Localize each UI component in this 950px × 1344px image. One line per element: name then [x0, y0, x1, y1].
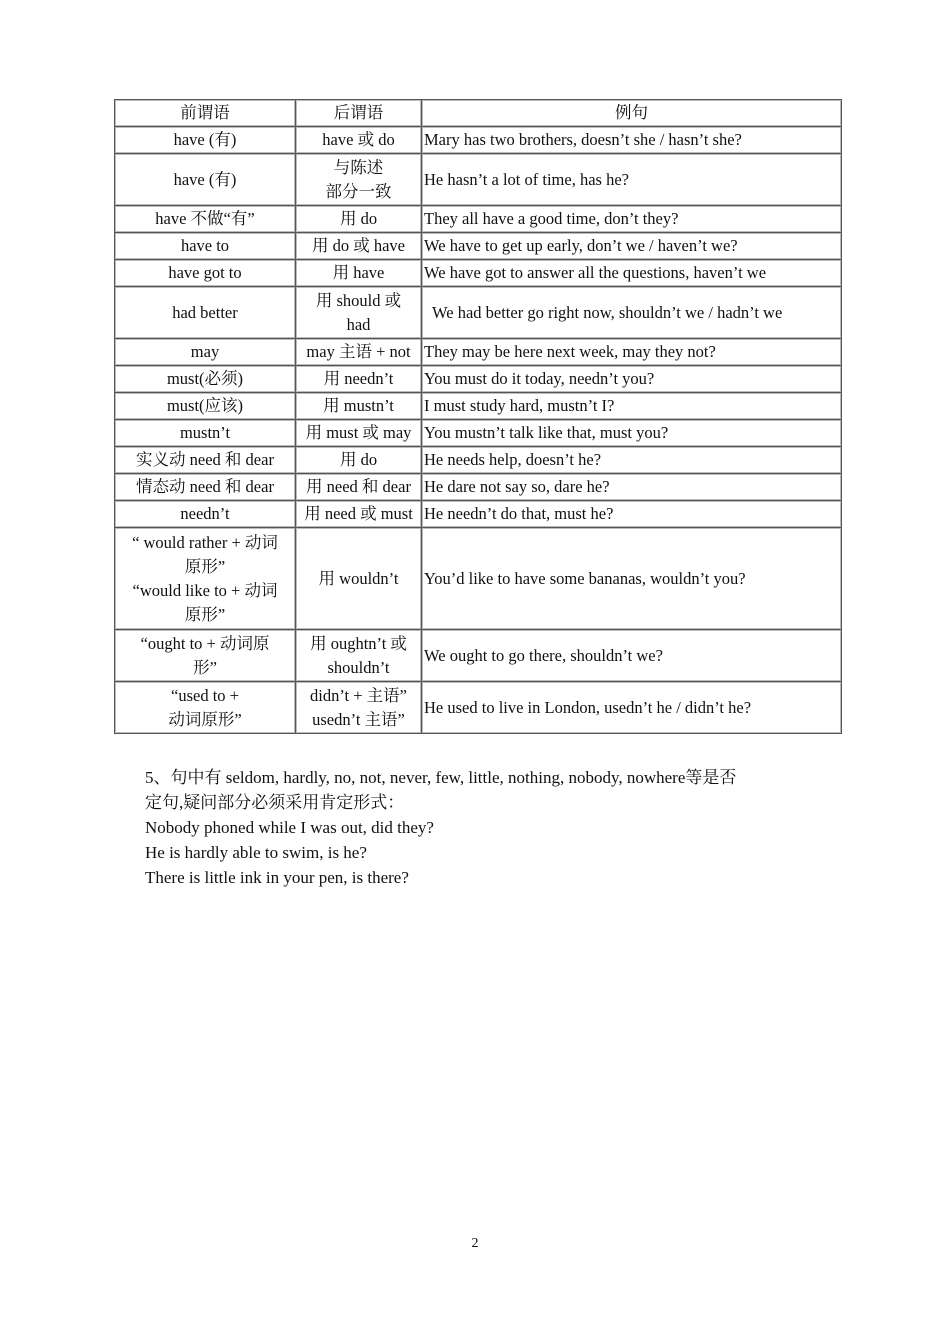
- pre-predicate-cell-line: “used to +: [171, 685, 239, 705]
- pre-predicate-cell-line: 实义动 need 和 dear: [136, 450, 274, 469]
- pre-predicate-cell-line: 原形”: [184, 604, 226, 624]
- table-row: [115, 420, 842, 447]
- pre-predicate-cell: [115, 528, 296, 630]
- example-cell: You mustn’t talk like that, must you?: [422, 420, 842, 447]
- post-predicate-cell-line: had: [346, 314, 371, 334]
- post-predicate-cell: [296, 682, 422, 734]
- grammar-table: [114, 99, 842, 734]
- example-cell: He used to live in London, usedn’t he / didn’t he?: [422, 682, 842, 734]
- pre-predicate-cell: [115, 393, 296, 420]
- example-cell: He needn’t do that, must he?: [422, 501, 842, 528]
- post-predicate-cell-line: usedn’t 主语”: [312, 709, 405, 729]
- note-example: He is hardly able to swim, is he?: [145, 843, 367, 862]
- pre-predicate-cell-line: have to: [180, 236, 230, 255]
- post-predicate-cell-line: 用 should 或: [315, 290, 402, 310]
- post-predicate-cell-line: 与陈述: [333, 157, 384, 177]
- pre-predicate-cell: [115, 287, 296, 339]
- post-predicate-cell-line: 用 do 或 have: [311, 236, 406, 255]
- post-predicate-cell-line: may 主语 + not: [306, 342, 411, 361]
- pre-predicate-cell: [115, 474, 296, 501]
- post-predicate-cell: [296, 287, 422, 339]
- note-example: There is little ink in your pen, is there?: [145, 868, 409, 887]
- example-cell: I must study hard, mustn’t I?: [422, 393, 842, 420]
- post-predicate-cell: [296, 447, 422, 474]
- table-row: [115, 501, 842, 528]
- pre-predicate-cell: [115, 233, 296, 260]
- post-predicate-cell-line: shouldn’t: [327, 657, 390, 677]
- table-row: [115, 127, 842, 154]
- note-line: 5、句中有 seldom, hardly, no, not, never, few, little, nothing, nobody, nowhere等是否: [145, 768, 737, 787]
- post-predicate-cell-line: 用 need 或 must: [304, 504, 413, 523]
- pre-predicate-cell-line: may: [190, 342, 220, 361]
- page-number: 2: [471, 1236, 479, 1251]
- post-predicate-cell: [296, 393, 422, 420]
- note-section: [145, 765, 825, 890]
- table-header-row: [115, 100, 842, 127]
- note-line: 定句,疑问部分必须采用肯定形式：: [145, 793, 405, 812]
- post-predicate-cell: [296, 206, 422, 233]
- post-predicate-cell: [296, 366, 422, 393]
- header-post-predicate: 后谓语: [296, 100, 422, 127]
- header-pre-predicate: 前谓语: [115, 100, 296, 127]
- table-row: [115, 366, 842, 393]
- example-cell: Mary has two brothers, doesn’t she / hasn’t she?: [422, 127, 842, 154]
- post-predicate-cell-line: 用 do: [339, 209, 378, 228]
- post-predicate-cell: [296, 233, 422, 260]
- pre-predicate-cell-line: have (有): [173, 169, 237, 189]
- post-predicate-cell-line: have 或 do: [322, 130, 395, 149]
- table-row: [115, 528, 842, 630]
- pre-predicate-cell-line: must(必须): [166, 369, 244, 388]
- post-predicate-cell-line: 用 needn’t: [323, 369, 394, 388]
- post-predicate-cell-line: 用 wouldn’t: [318, 568, 399, 588]
- pre-predicate-cell-line: have got to: [168, 263, 242, 282]
- example-cell: You must do it today, needn’t you?: [422, 366, 842, 393]
- example-cell: He hasn’t a lot of time, has he?: [422, 154, 842, 206]
- post-predicate-cell: [296, 260, 422, 287]
- pre-predicate-cell: [115, 206, 296, 233]
- table-row: [115, 154, 842, 206]
- post-predicate-cell-line: 用 have: [332, 263, 385, 282]
- pre-predicate-cell: [115, 682, 296, 734]
- note-example: Nobody phoned while I was out, did they?: [145, 818, 434, 837]
- pre-predicate-cell-line: 情态动 need 和 dear: [136, 477, 274, 496]
- post-predicate-cell: [296, 528, 422, 630]
- pre-predicate-cell-line: mustn’t: [179, 423, 231, 442]
- example-cell: We had better go right now, shouldn’t we / hadn’t we: [422, 287, 842, 339]
- table-row: [115, 339, 842, 366]
- post-predicate-cell-line: 用 oughtn’t 或: [310, 633, 407, 653]
- pre-predicate-cell-line: “ would rather + 动词: [132, 532, 278, 552]
- pre-predicate-cell: [115, 127, 296, 154]
- post-predicate-cell-line: 部分一致: [325, 181, 392, 201]
- example-cell: They may be here next week, may they not?: [422, 339, 842, 366]
- pre-predicate-cell: [115, 154, 296, 206]
- pre-predicate-cell-line: 原形”: [184, 556, 226, 576]
- post-predicate-cell-line: 用 need 和 dear: [306, 477, 411, 496]
- post-predicate-cell-line: 用 do: [339, 450, 378, 469]
- pre-predicate-cell-line: had better: [172, 302, 238, 322]
- example-cell: He dare not say so, dare he?: [422, 474, 842, 501]
- table-row: [115, 206, 842, 233]
- pre-predicate-cell-line: “would like to + 动词: [132, 580, 278, 600]
- post-predicate-cell: [296, 339, 422, 366]
- post-predicate-cell: [296, 501, 422, 528]
- header-example: 例句: [422, 100, 842, 127]
- pre-predicate-cell: [115, 339, 296, 366]
- pre-predicate-cell-line: 形”: [193, 657, 217, 677]
- post-predicate-cell: [296, 127, 422, 154]
- table-row: [115, 630, 842, 682]
- example-cell: They all have a good time, don’t they?: [422, 206, 842, 233]
- pre-predicate-cell-line: 动词原形”: [168, 709, 242, 729]
- table-row: [115, 682, 842, 734]
- pre-predicate-cell-line: must(应该): [166, 396, 244, 415]
- pre-predicate-cell-line: “ought to + 动词原: [140, 633, 270, 653]
- post-predicate-cell-line: didn’t + 主语”: [310, 685, 407, 705]
- example-cell: We ought to go there, shouldn’t we?: [422, 630, 842, 682]
- pre-predicate-cell: [115, 630, 296, 682]
- pre-predicate-cell: [115, 447, 296, 474]
- pre-predicate-cell: [115, 366, 296, 393]
- post-predicate-cell: [296, 474, 422, 501]
- table-row: [115, 287, 842, 339]
- post-predicate-cell-line: 用 mustn’t: [323, 396, 394, 415]
- post-predicate-cell: [296, 420, 422, 447]
- example-cell: We have to get up early, don’t we / haven’t we?: [422, 233, 842, 260]
- table-row: [115, 474, 842, 501]
- table-row: [115, 447, 842, 474]
- table-row: [115, 260, 842, 287]
- pre-predicate-cell: [115, 420, 296, 447]
- pre-predicate-cell-line: have (有): [173, 130, 237, 149]
- example-cell: You’d like to have some bananas, wouldn’t you?: [422, 528, 842, 630]
- example-cell: We have got to answer all the questions, haven’t we: [422, 260, 842, 287]
- pre-predicate-cell-line: needn’t: [180, 504, 230, 523]
- pre-predicate-cell: [115, 260, 296, 287]
- pre-predicate-cell-line: have 不做“有”: [155, 209, 255, 228]
- table-row: [115, 393, 842, 420]
- pre-predicate-cell: [115, 501, 296, 528]
- post-predicate-cell-line: 用 must 或 may: [305, 423, 412, 442]
- post-predicate-cell: [296, 154, 422, 206]
- table-row: [115, 233, 842, 260]
- post-predicate-cell: [296, 630, 422, 682]
- example-cell: He needs help, doesn’t he?: [422, 447, 842, 474]
